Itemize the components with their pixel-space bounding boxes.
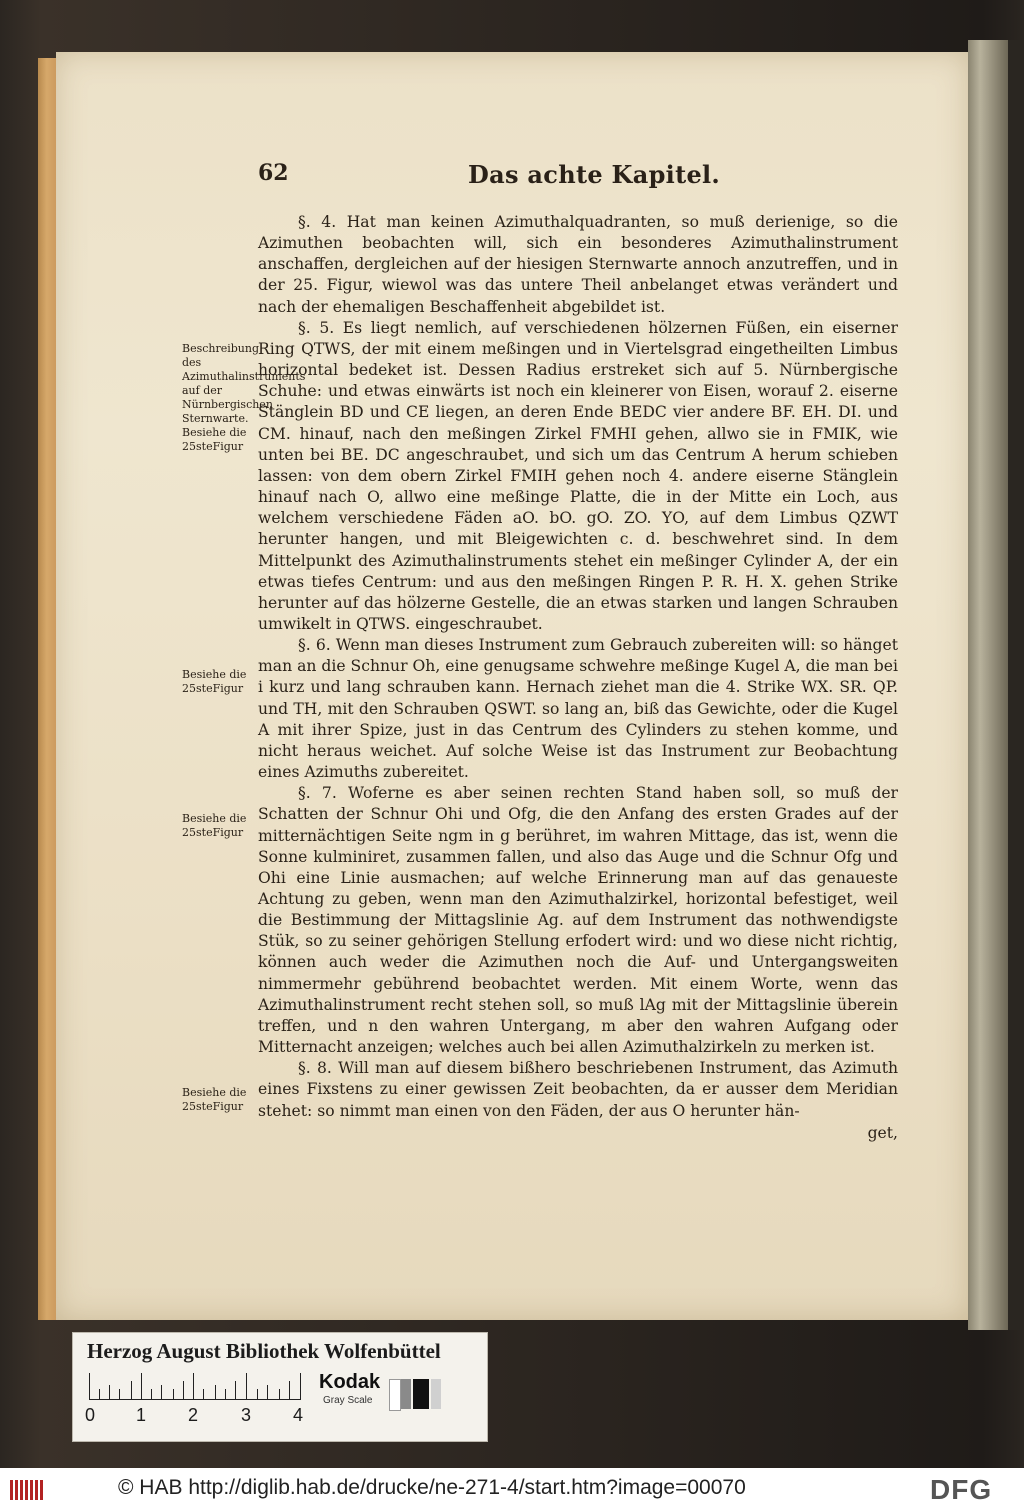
scale-ruler (89, 1373, 301, 1400)
dfg-logo: DFG (930, 1474, 993, 1505)
paragraph-7: §. 7. Woferne es aber seinen rechten Stand haben soll, so muß der Schatten der Schnur Ohi und Ofg, die den Anfang des ersten Grades auf der mitternächtigen Seite ngm in g berühret, im wahren Mittage, das ist, wenn die Sonne kulminiret, zusammen fallen, und also das Auge und die Schnur Ofg und Ohi eine Linie ausmachen; auf welche Erinnerung man auf das genaueste Achtung zu geben, wenn man den Azimuthalzirkel, horizontal befestiget, weil die Bestimmung der Mittagslinie Ag. auf dem Instrument das nothwendigste Stük, so zu seiner gehörigen Stellung erfodert wird: und wo diese nicht richtig, können auch weder die Azimuthen noch die Auf- und Untergangsweiten nimmermehr gebührend beobachtet werden. Mit einem Worte, wenn das Azimuthalinstrument recht stehen soll, so muß lAg mit der Mittagslinie überein treffen, und n den wahren Untergang, m aber den wahren Aufgang oder Mitternacht anzeigen; welches auch bei allen Azimuthalzirkeln zu merken ist. (258, 784, 898, 1057)
scan-border (1008, 40, 1024, 1330)
copyright-url[interactable]: © HAB http://diglib.hab.de/drucke/ne-271-4/start.htm?image=00070 (118, 1476, 746, 1499)
margin-note-figure-8: Besiehe die 25steFigur (182, 1086, 247, 1113)
kodak-logo: Kodak (319, 1371, 381, 1393)
gray-patch-light (431, 1379, 441, 1409)
gray-patch-white (389, 1379, 401, 1411)
page-number: 62 (258, 160, 289, 186)
gray-patch-black (413, 1379, 429, 1409)
hab-logo-icon (10, 1478, 44, 1502)
gray-scale-label: Gray Scale (323, 1395, 373, 1406)
ruler-label-4: 4 (293, 1405, 304, 1425)
paragraph-6: §. 6. Wenn man dieses Instrument zum Gebrauch zubereiten will: so hänget man an die Schnur Oh, eine genugsame schwehre meßinge Kugel A, die man bei i kurz und lang schrauben kann. Hernach ziehet man die 4. Strike WX. SR. QP. und TH, mit den Schrauben QSWT. so lang an, biß das Gewichte, oder die Kugel A mit ihrer Spize, just in das Centrum des Cylinders zu stehen komme, und nicht heraus weichet. Auf solche Weise ist das Instrument zur Beobachtung eines Azimuths zubereitet. (258, 636, 899, 782)
margin-note-figure-6: Besiehe die 25steFigur (182, 668, 247, 695)
facing-page-edge (968, 40, 1008, 1330)
library-name: Herzog August Bibliothek Wolfenbüttel (87, 1339, 441, 1363)
library-color-card (72, 1332, 488, 1442)
catchword: get, (867, 1124, 898, 1142)
ruler-label-1: 1 (136, 1405, 147, 1425)
ruler-label-0: 0 (85, 1405, 96, 1425)
paragraph-5: §. 5. Es liegt nemlich, auf verschiedenen hölzernen Füßen, ein eiserner Ring QTWS, der mit einem meßingen und in Viertelsgrad eingetheilten Limbus horizontal bedeket ist. Dessen Radius erstreket sich auf 5. Nürnbergische Schuhe: und etwas einwärts ist noch ein kleinerer von Eisen, worauf 2. eiserne Stänglein BD und CE liegen, an deren Ende BEDC vier andere BF. EH. DI. und CM. hinauf, nach den meßingen Zirkel FMHI gehen, allwo sie in FMIK, wie unten bei BE. DC angeschraubet, und sich um das Centrum A herum schieben lassen: von dem obern Zirkel FMIH gehen noch 4. andere eiserne Stänglein hinauf nach O, allwo eine meßinge Platte, die in der Mitte ein Loch, aus welchem verschiedene Fäden aO. bO. gO. ZO. YO, auf dem Limbus QZWT herunter hangen, und mit Bleigewichten c. d. beschwehret sind. In dem Mittelpunkt des Azimuthalinstruments stehet ein meßinger Cylinder A, der ein etwas tiefes Centrum: und aus den meßingen Ringen P. R. H. X. gehen Strike herunter auf das hölzerne Gestelle, die an etwas starken und langen Schrauben umwikelt in QTWS. eingeschraubet. (258, 318, 898, 633)
page-header (258, 158, 898, 196)
ruler-label-2: 2 (188, 1405, 199, 1425)
paragraph-4: §. 4. Hat man keinen Azimuthalquadranten, so muß derienige, so die Azimuthen beobachten will, sich ein besonderes Azimuthalinstrument anschaffen, dergleichen auf der hiesigen Sternwarte annoch anzutreffen, und in der 25. Figur, wiewol was das untere Theil anbelanget etwas verändert und nach der ehemaligen Beschaffenheit abgebildet ist. (258, 213, 898, 316)
body-text (258, 212, 898, 1122)
viewer-footer (0, 1468, 1024, 1510)
gray-patch-mid (401, 1379, 411, 1409)
running-title: Das achte Kapitel. (468, 160, 721, 189)
ruler-label-3: 3 (241, 1405, 252, 1425)
margin-note-figure-7: Besiehe die 25steFigur (182, 812, 247, 839)
margin-note-description: Beschreibung des Azimuthalinstruments auf der Nürnbergischen Sternwarte. Besiehe die 25steFigur (182, 342, 306, 453)
paragraph-8: §. 8. Will man auf diesem bißhero beschriebenen Instrument, das Azimuth eines Fixstens zu einer gewissen Zeit beobachten, da er ausser dem Meridian stehet: so nimmt man einen von den Fäden, der aus O herunter hän- (258, 1059, 898, 1120)
